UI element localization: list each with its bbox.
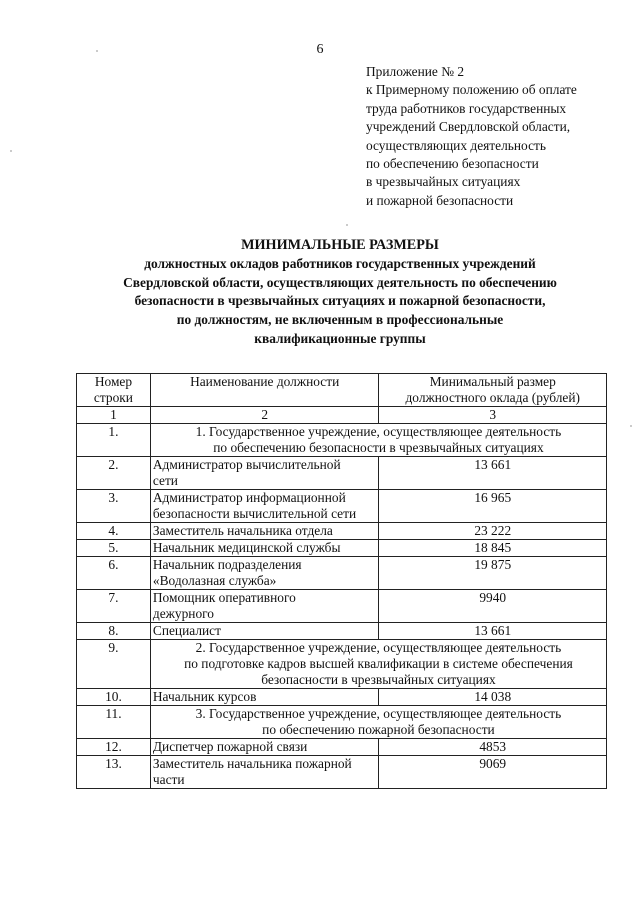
row-number: 2. bbox=[77, 457, 151, 490]
header-text: Номер bbox=[94, 374, 133, 389]
row-number: 8. bbox=[77, 623, 151, 640]
table-row bbox=[77, 457, 607, 490]
table-row bbox=[77, 523, 607, 540]
position-name bbox=[150, 590, 379, 623]
position-name-line: Начальник подразделения bbox=[152, 557, 302, 572]
table-row bbox=[77, 590, 607, 623]
section-title bbox=[150, 640, 606, 689]
appendix-line: Приложение № 2 bbox=[366, 64, 465, 79]
title-heading: МИНИМАЛЬНЫЕ РАЗМЕРЫ bbox=[241, 237, 439, 253]
position-name-line: безопасности вычислительной сети bbox=[152, 506, 357, 521]
table-row bbox=[77, 739, 607, 756]
appendix-line: по обеспечению безопасности bbox=[366, 156, 539, 172]
position-name-line: «Водолазная служба» bbox=[152, 573, 277, 588]
scan-speck bbox=[346, 224, 348, 226]
salary-value: 23 222 bbox=[379, 523, 607, 540]
row-number: 13. bbox=[77, 756, 151, 789]
title-line: Свердловской области, осуществляющих деятельность по обеспечению bbox=[123, 274, 557, 290]
salary-value: 14 038 bbox=[379, 689, 607, 706]
header-row bbox=[77, 374, 607, 407]
appendix-line: и пожарной безопасности bbox=[366, 192, 514, 208]
salary-value: 9069 bbox=[379, 756, 607, 789]
salary-value: 9940 bbox=[379, 590, 607, 623]
appendix-line: в чрезвычайных ситуациях bbox=[366, 174, 521, 190]
section-row bbox=[77, 424, 607, 457]
header-text: должностного оклада (рублей) bbox=[405, 390, 580, 405]
row-number: 6. bbox=[77, 557, 151, 590]
position-name bbox=[150, 756, 379, 789]
row-number: 11. bbox=[77, 706, 151, 739]
salary-value: 4853 bbox=[379, 739, 607, 756]
section-title-line: по обеспечению безопасности в чрезвычайных ситуациях bbox=[213, 440, 544, 455]
title-line: по должностям, не включенным в профессиональные bbox=[176, 312, 504, 328]
row-number: 3. bbox=[77, 490, 151, 523]
appendix-line: осуществляющих деятельность bbox=[366, 137, 546, 153]
table-row bbox=[77, 540, 607, 557]
salary-value: 18 845 bbox=[379, 540, 607, 557]
header-text: Минимальный размер bbox=[429, 374, 556, 389]
section-title-line: 2. Государственное учреждение, осуществляющее деятельность bbox=[195, 640, 562, 655]
position-name bbox=[150, 739, 379, 756]
table-row bbox=[77, 557, 607, 590]
salary-value: 16 965 bbox=[379, 490, 607, 523]
section-title bbox=[150, 424, 606, 457]
position-name-line: дежурного bbox=[152, 606, 215, 621]
row-number: 9. bbox=[77, 640, 151, 689]
appendix-line: к Примерному положению об оплате bbox=[366, 82, 577, 98]
position-name bbox=[150, 557, 379, 590]
column-number-row bbox=[77, 407, 607, 424]
section-title-line: безопасности в чрезвычайных ситуациях bbox=[261, 672, 496, 687]
header-position-name bbox=[150, 374, 379, 407]
table-row bbox=[77, 490, 607, 523]
position-name-line: Диспетчер пожарной связи bbox=[152, 739, 308, 754]
row-number: 10. bbox=[77, 689, 151, 706]
row-number: 4. bbox=[77, 523, 151, 540]
header-text: Наименование должности bbox=[190, 374, 340, 389]
title-line: должностных окладов работников государственных учреждений bbox=[144, 255, 536, 271]
header-min-salary bbox=[379, 374, 607, 407]
salary-value: 19 875 bbox=[379, 557, 607, 590]
section-title-line: 3. Государственное учреждение, осуществляющее деятельность bbox=[195, 706, 562, 721]
table-body bbox=[77, 374, 607, 789]
document-title bbox=[60, 236, 620, 349]
row-number: 7. bbox=[77, 590, 151, 623]
scan-speck bbox=[10, 150, 12, 152]
header-row-number bbox=[77, 374, 151, 407]
salary-table bbox=[76, 373, 607, 789]
section-title-line: по подготовке кадров высшей квалификации в системе обеспечения bbox=[184, 656, 573, 671]
position-name bbox=[150, 623, 379, 640]
section-title-line: по обеспечению пожарной безопасности bbox=[262, 722, 495, 737]
position-name bbox=[150, 523, 379, 540]
position-name bbox=[150, 490, 379, 523]
appendix-reference bbox=[366, 63, 626, 210]
section-row bbox=[77, 706, 607, 739]
title-line: квалификационные группы bbox=[254, 330, 426, 346]
position-name-line: Специалист bbox=[152, 623, 221, 638]
scan-speck bbox=[630, 425, 632, 427]
appendix-line: труда работников государственных bbox=[366, 100, 567, 116]
position-name bbox=[150, 540, 379, 557]
section-title-line: 1. Государственное учреждение, осуществляющее деятельность bbox=[195, 424, 562, 439]
table-row bbox=[77, 689, 607, 706]
title-line: безопасности в чрезвычайных ситуациях и пожарной безопасности, bbox=[134, 293, 546, 309]
position-name-line: сети bbox=[152, 473, 178, 488]
column-number: 1 bbox=[77, 407, 151, 424]
page-number: 6 bbox=[316, 42, 324, 57]
column-number: 3 bbox=[379, 407, 607, 424]
column-number: 2 bbox=[150, 407, 379, 424]
position-name-line: Начальник курсов bbox=[152, 689, 257, 704]
appendix-line: учреждений Свердловской области, bbox=[366, 119, 571, 135]
position-name-line: Начальник медицинской службы bbox=[152, 540, 341, 555]
position-name bbox=[150, 689, 379, 706]
salary-value: 13 661 bbox=[379, 623, 607, 640]
position-name-line: Администратор вычислительной bbox=[152, 457, 341, 472]
section-title bbox=[150, 706, 606, 739]
position-name-line: Заместитель начальника отдела bbox=[152, 523, 333, 538]
section-row bbox=[77, 640, 607, 689]
position-name-line: Помощник оперативного bbox=[152, 590, 296, 605]
row-number: 12. bbox=[77, 739, 151, 756]
position-name-line: Заместитель начальника пожарной bbox=[152, 756, 352, 771]
position-name bbox=[150, 457, 379, 490]
row-number: 5. bbox=[77, 540, 151, 557]
table-row bbox=[77, 623, 607, 640]
header-text: строки bbox=[93, 390, 133, 405]
row-number: 1. bbox=[77, 424, 151, 457]
salary-value: 13 661 bbox=[379, 457, 607, 490]
position-name-line: Администратор информационной bbox=[152, 490, 346, 505]
table-row bbox=[77, 756, 607, 789]
scan-speck bbox=[96, 50, 98, 52]
position-name-line: части bbox=[152, 772, 185, 787]
